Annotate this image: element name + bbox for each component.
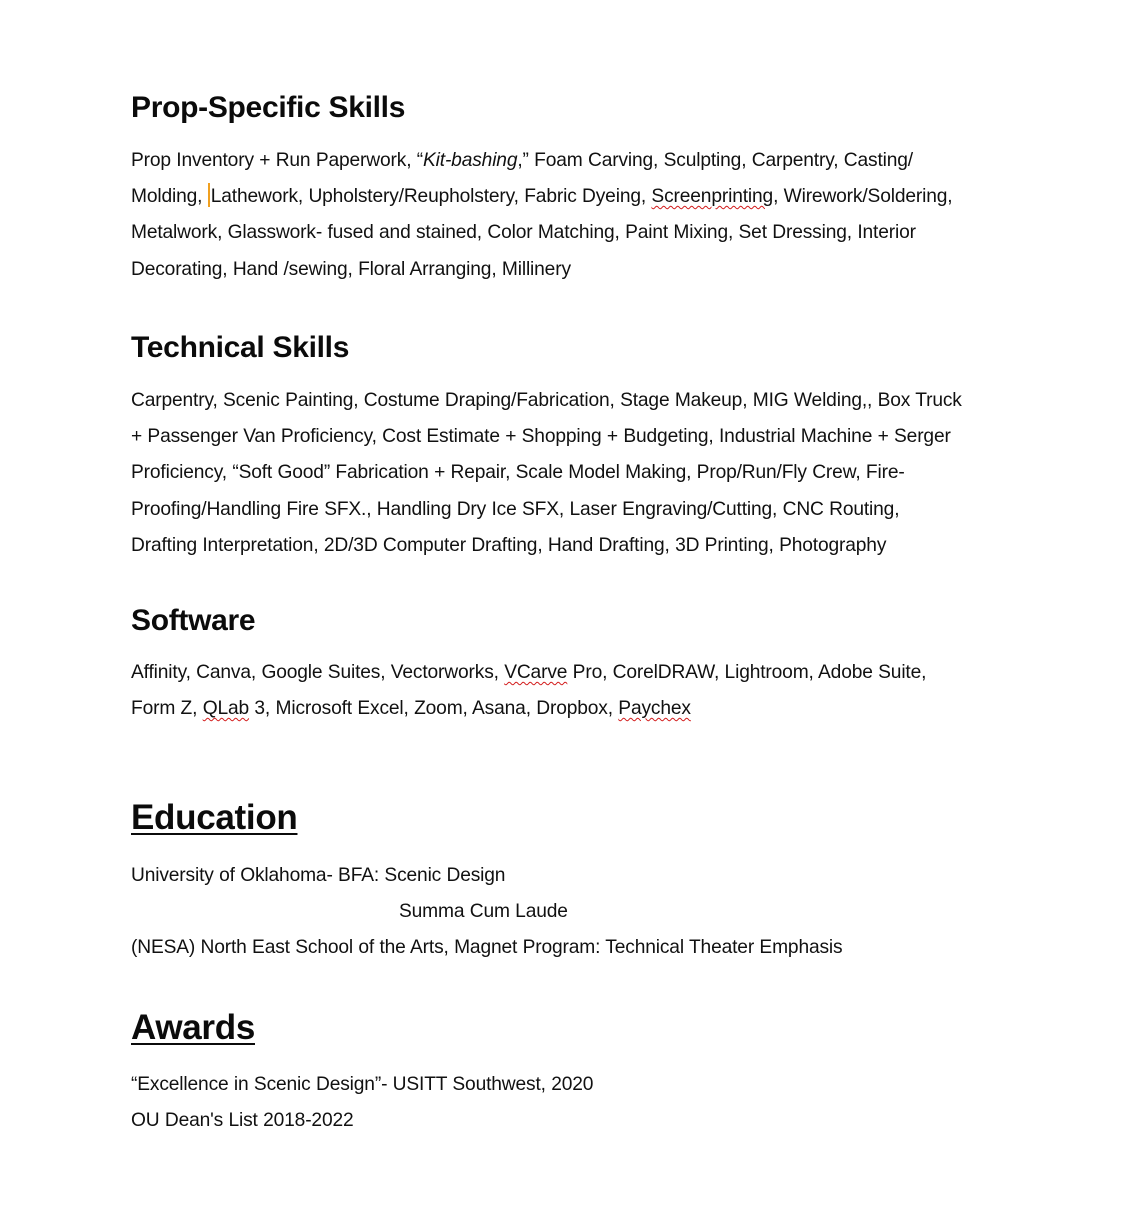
- software-text[interactable]: [131, 655, 926, 727]
- text-cursor: [208, 183, 210, 207]
- prop-line-1-part-a: Prop Inventory + Run Paperwork, “: [131, 150, 423, 171]
- spelling-flag-qlab[interactable]: QLab: [202, 698, 250, 720]
- education-line-3: (NESA) North East School of the Arts, Magnet Program: Technical Theater Emphasis: [131, 937, 843, 959]
- prop-skills-heading: Prop-Specific Skills: [131, 91, 406, 124]
- prop-skills-text[interactable]: [131, 143, 952, 288]
- technical-skills-text[interactable]: [131, 383, 962, 564]
- prop-line-2-part-b: Lathework, Upholstery/Reupholstery, Fabric Dyeing,: [210, 186, 652, 208]
- education-line-2: Summa Cum Laude: [399, 901, 568, 923]
- software-heading: Software: [131, 604, 256, 637]
- prop-skills-line-3: Metalwork, Glasswork- fused and stained, Color Matching, Paint Mixing, Set Dressing, Interior: [131, 222, 916, 244]
- prop-line-2-part-a: Molding,: [131, 186, 208, 208]
- software-line-1-part-b: Pro, CorelDRAW, Lightroom, Adobe Suite,: [567, 662, 927, 683]
- awards-heading: Awards: [131, 1008, 255, 1047]
- awards-line-1: “Excellence in Scenic Design”- USITT Southwest, 2020: [131, 1074, 594, 1095]
- prop-line-2-part-c: , Wirework/Soldering,: [773, 186, 953, 208]
- technical-skills-line-3: Proficiency, “Soft Good” Fabrication + Repair, Scale Model Making, Prop/Run/Fly Crew, Fire-: [131, 462, 905, 484]
- software-line-1-part-a: Affinity, Canva, Google Suites, Vectorworks,: [131, 662, 505, 683]
- spelling-flag-paychex[interactable]: Paychex: [618, 698, 691, 720]
- technical-skills-line-5: Drafting Interpretation, 2D/3D Computer Drafting, Hand Drafting, 3D Printing, Photography: [131, 534, 887, 556]
- software-line-2-part-a: Form Z,: [131, 698, 203, 720]
- prop-line-1-part-b: ,” Foam Carving, Sculpting, Carpentry, Casting/: [517, 150, 913, 171]
- software-line-1: [131, 655, 926, 691]
- technical-skills-line-1: Carpentry, Scenic Painting, Costume Draping/Fabrication, Stage Makeup, MIG Welding,, Box Truck: [131, 390, 962, 411]
- prop-skills-line-4: Decorating, Hand /sewing, Floral Arranging, Millinery: [131, 258, 571, 280]
- education-line-1: University of Oklahoma- BFA: Scenic Design: [131, 865, 506, 886]
- education-text[interactable]: [131, 858, 842, 967]
- technical-skills-heading: Technical Skills: [131, 331, 350, 364]
- prop-line-1-italic: Kit-bashing: [423, 150, 518, 171]
- prop-skills-line-1: [131, 143, 952, 179]
- technical-skills-line-4: Proofing/Handling Fire SFX., Handling Dry Ice SFX, Laser Engraving/Cutting, CNC Routing,: [131, 498, 900, 520]
- spelling-flag-screenprinting[interactable]: Screenprinting: [651, 186, 774, 208]
- software-line-2-part-b: 3, Microsoft Excel, Zoom, Asana, Dropbox,: [249, 698, 619, 720]
- prop-skills-line-2: [131, 179, 952, 215]
- technical-skills-line-2: + Passenger Van Proficiency, Cost Estimate + Shopping + Budgeting, Industrial Machine + Serger: [131, 426, 951, 448]
- spelling-flag-vcarve[interactable]: VCarve: [504, 662, 568, 683]
- awards-line-2: OU Dean's List 2018-2022: [131, 1110, 354, 1132]
- software-line-2: [131, 691, 926, 727]
- awards-text[interactable]: [131, 1067, 593, 1139]
- education-heading: Education: [131, 798, 298, 837]
